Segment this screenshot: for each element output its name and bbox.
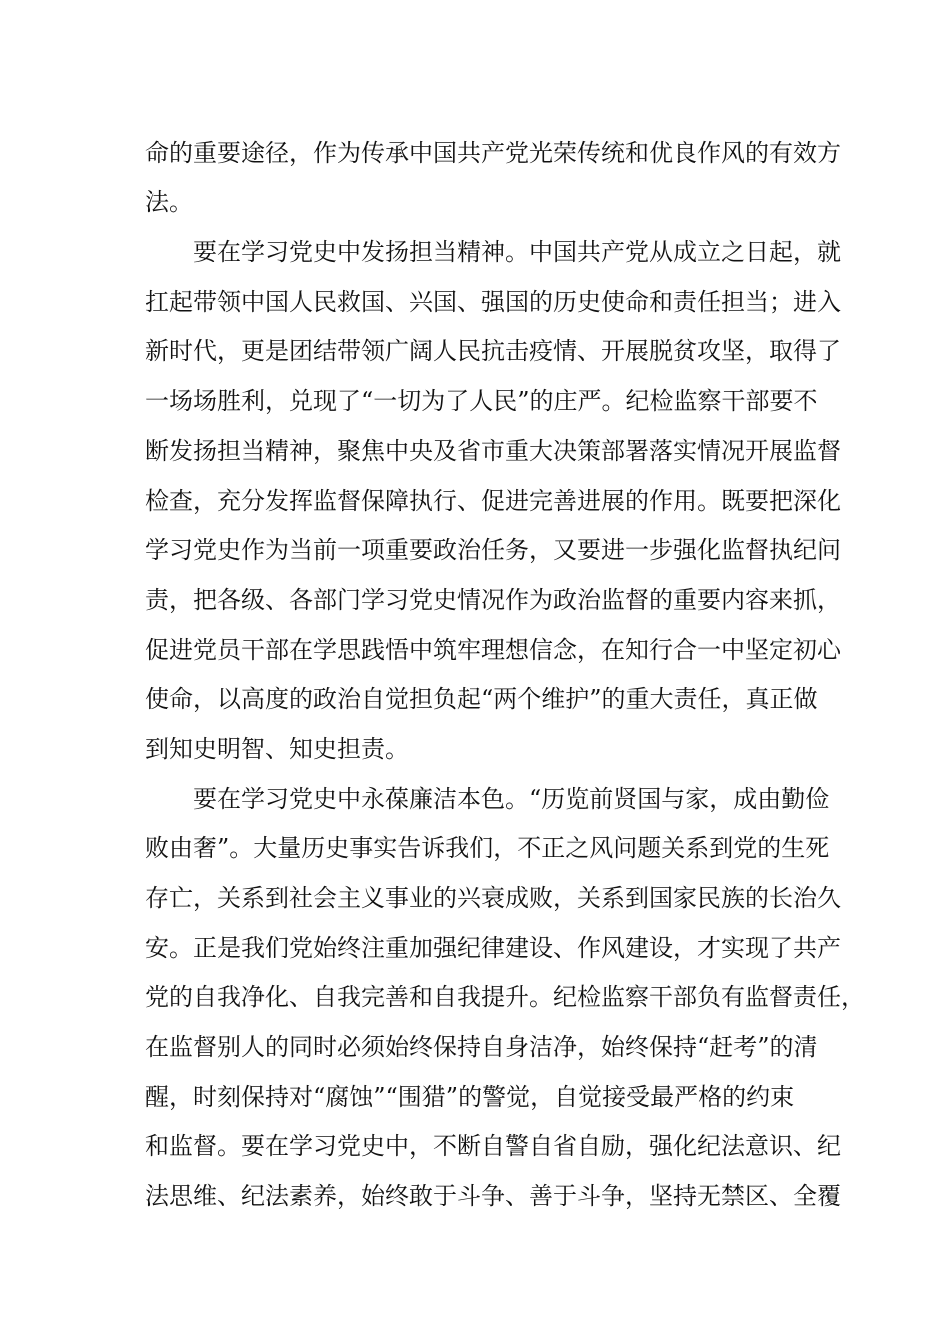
text-line: 一场场胜利，兑现了“一切为了人民”的庄严。纪检监察干部要不 <box>145 387 818 415</box>
text-line: 法思维、纪法素养，始终敢于斗争、善于斗争，坚持无禁区、全覆 <box>145 1182 841 1210</box>
paragraph-first-line: 要在学习党史中发扬担当精神。中国共产党从成立之日起，就 <box>193 238 841 266</box>
text-line: 责，把各级、各部门学习党史情况作为政治监督的重要内容来抓， <box>145 586 841 614</box>
paragraph-first-line: 要在学习党史中永葆廉洁本色。“历览前贤国与家，成由勤俭 <box>193 785 830 813</box>
text-line: 党的自我净化、自我完善和自我提升。纪检监察干部负有监督责任， <box>145 983 865 1011</box>
text-line: 促进党员干部在学思践悟中筑牢理想信念，在知行合一中坚定初心 <box>145 636 841 664</box>
text-line: 检查，充分发挥监督保障执行、促进完善进展的作用。既要把深化 <box>145 487 841 515</box>
text-line: 存亡，关系到社会主义事业的兴衰成败，关系到国家民族的长治久 <box>145 884 841 912</box>
text-line: 到知史明智、知史担责。 <box>145 735 409 763</box>
text-line: 新时代，更是团结带领广阔人民抗击疫情、开展脱贫攻坚，取得了 <box>145 337 841 365</box>
text-line: 学习党史作为当前一项重要政治任务，又要进一步强化监督执纪问 <box>145 536 841 564</box>
text-line: 扛起带领中国人民救国、兴国、强国的历史使命和责任担当；进入 <box>145 288 841 316</box>
text-line: 命的重要途径，作为传承中国共产党光荣传统和优良作风的有效方 <box>145 139 841 167</box>
text-line: 和监督。要在学习党史中，不断自警自省自励，强化纪法意识、纪 <box>145 1132 841 1160</box>
text-line: 安。正是我们党始终注重加强纪律建设、作风建设，才实现了共产 <box>145 934 841 962</box>
text-line: 败由奢”。大量历史事实告诉我们，不正之风问题关系到党的生死 <box>145 834 830 862</box>
text-line: 醒，时刻保持对“腐蚀”“围猎”的警觉，自觉接受最严格的约束 <box>145 1083 795 1111</box>
text-line: 在监督别人的同时必须始终保持自身洁净，始终保持“赶考”的清 <box>145 1033 818 1061</box>
text-line: 法。 <box>145 188 193 216</box>
text-line: 使命，以高度的政治自觉担负起“两个维护”的重大责任，真正做 <box>145 685 818 713</box>
text-line: 断发扬担当精神，聚焦中央及省市重大决策部署落实情况开展监督 <box>145 437 841 465</box>
